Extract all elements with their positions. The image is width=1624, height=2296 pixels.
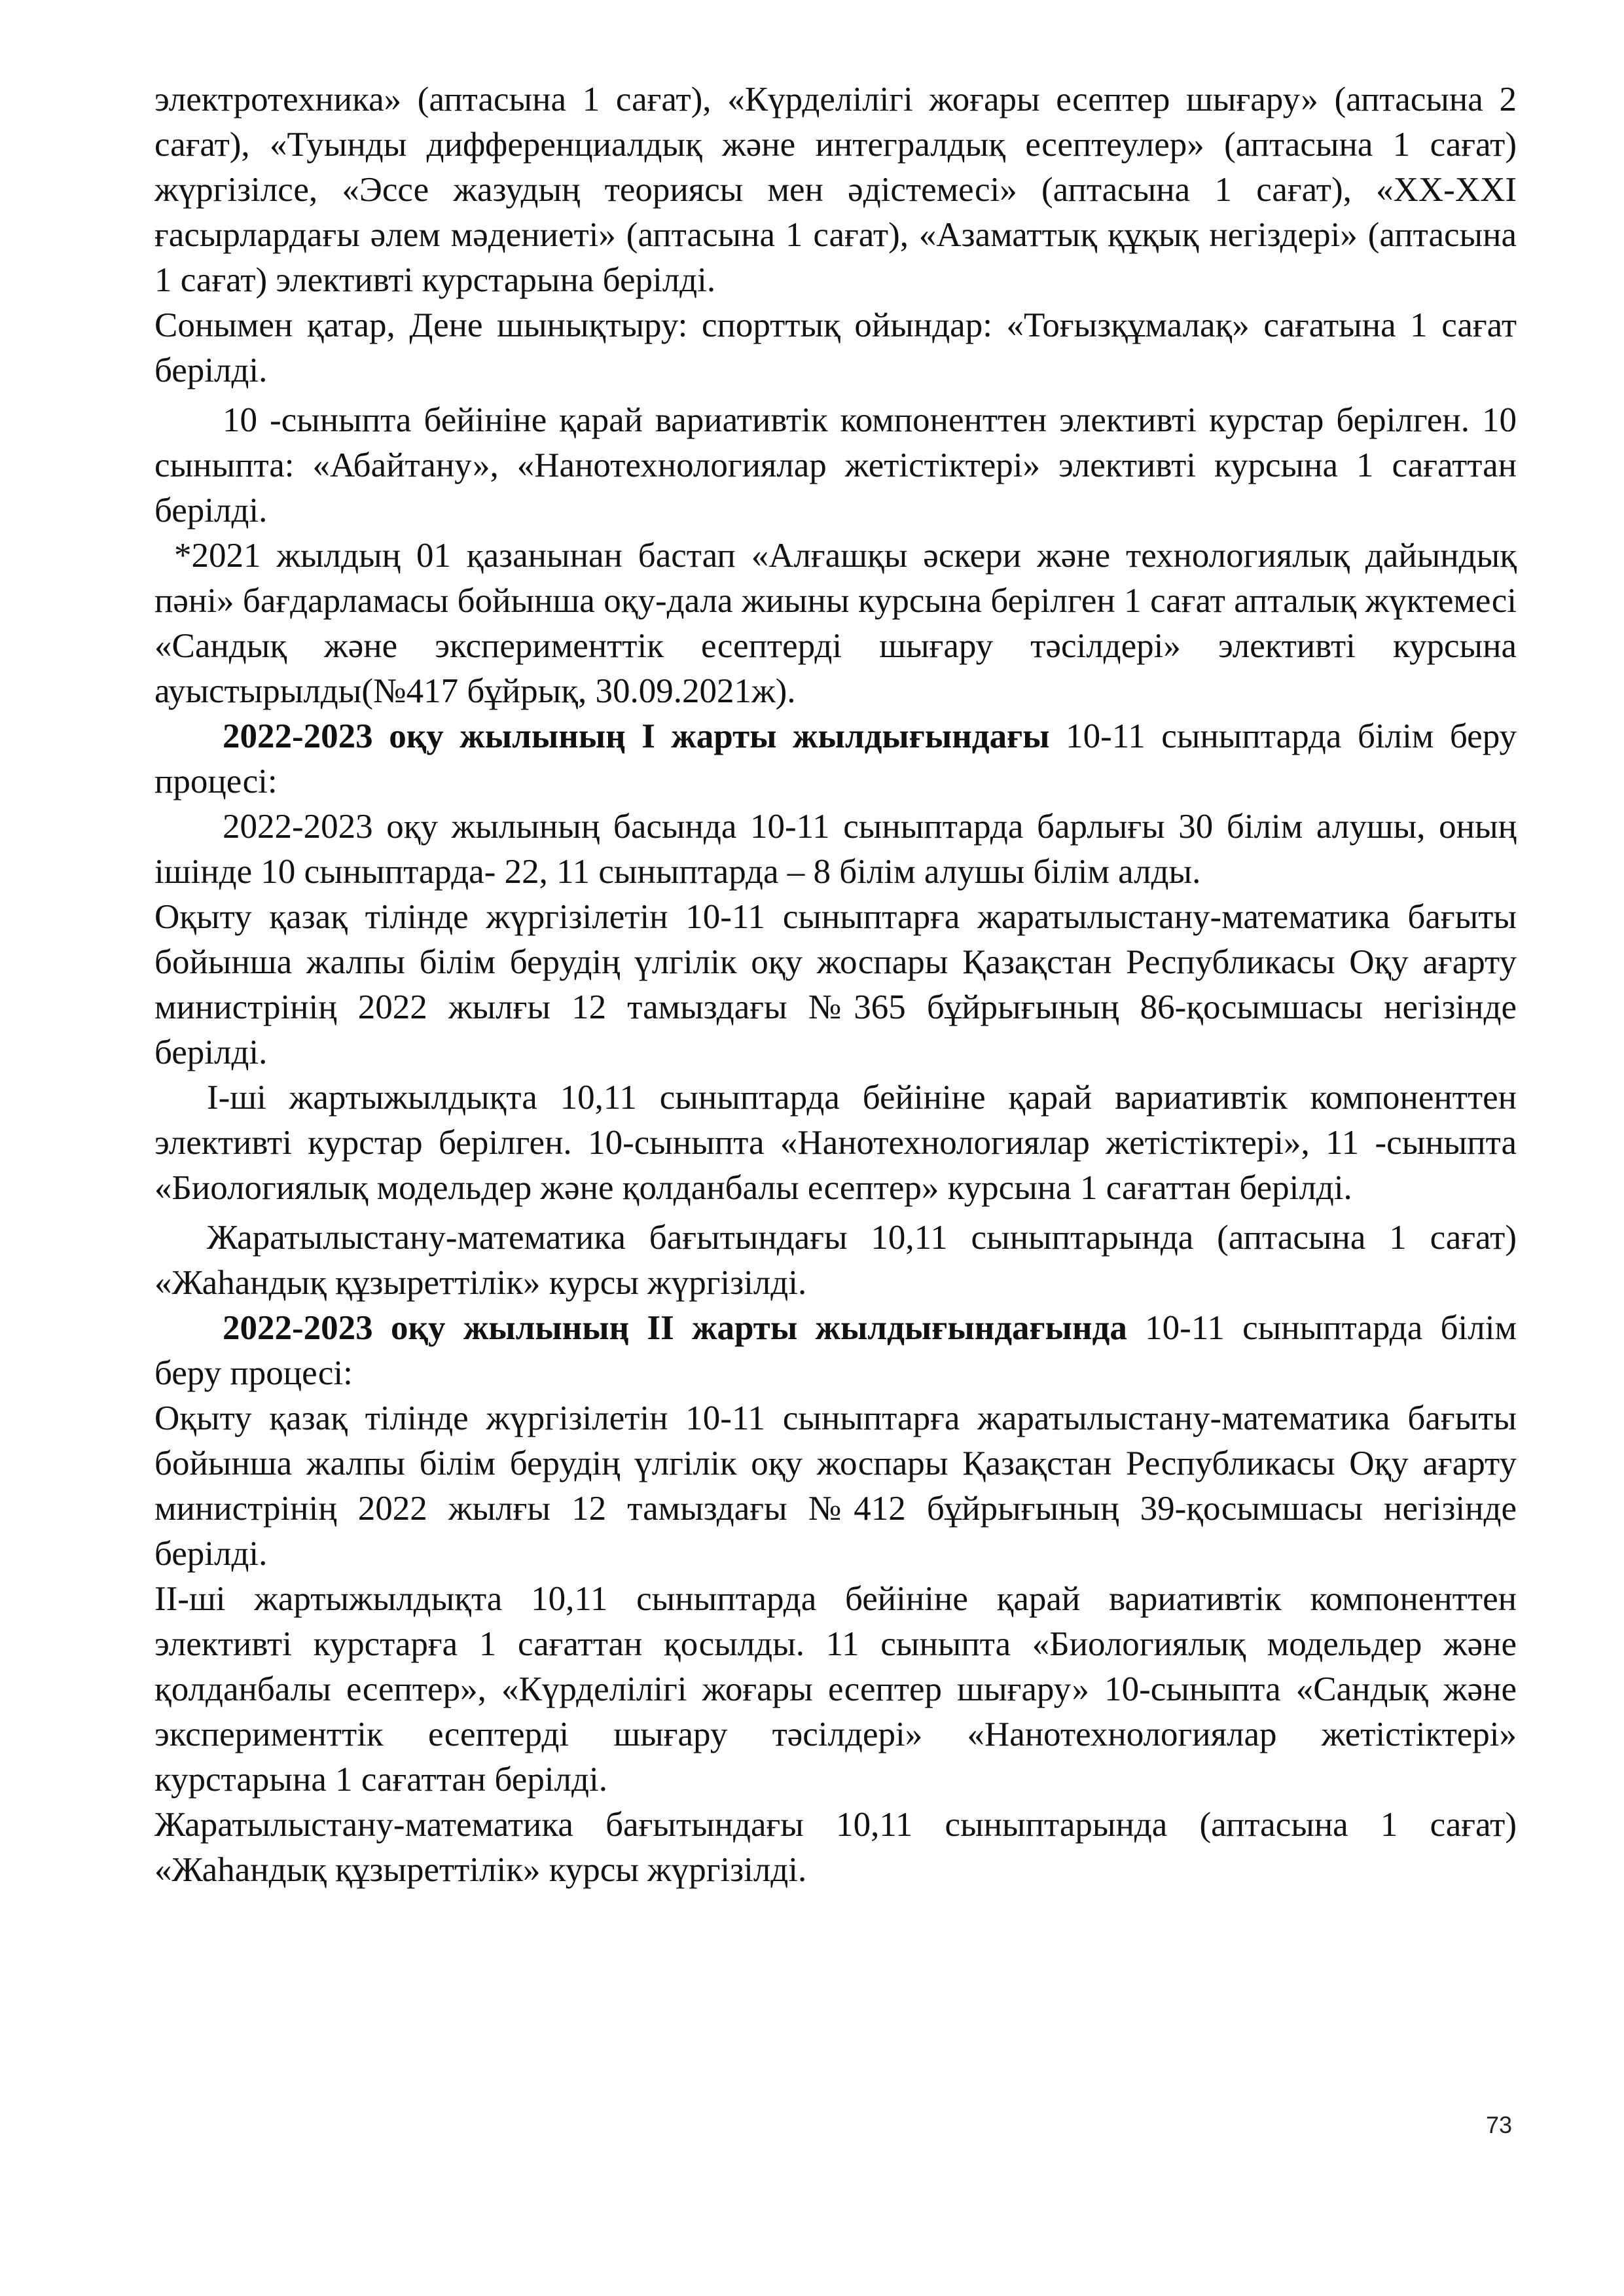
paragraph-military-training-note: *2021 жылдың 01 қазанынан бастап «Алғашқы әскери және технологиялық дайындық пәні» бағдарламасы бойынша оқу-дала жиыны курсына берілген 1 сағат апталық жүктемесі «Сандық және эксперименттік есептерді шығару тәсілдері» элективті курсына ауыстырылды(№417 бұйрық, 30.09.2021ж). [154,537,1517,710]
section-heading-first-half-bold: 2022-2023 оқу жылының І жарты жылдығындағы [223,717,1050,755]
paragraph-second-half-electives: ІІ-ші жартыжылдықта 10,11 сыныптарда бейініне қарай вариативтік компоненттен элективті курстарға 1 сағаттан қосылды. 11 сыныпта «Биологиялық модельдер және қолданбалы есептер», «Күрделілігі жоғары есептер шығару» 10-сыныпта «Сандық және эксперименттік есептерді шығару тәсілдері» «Нанотехнологиялар жетістіктері» курстарына 1 сағаттан берілді. [154,1580,1517,1799]
paragraph-physical-education: Сонымен қатар, Дене шынықтыру: спорттық ойындар: «Тоғызқұмалақ» сағатына 1 сағат берілді. [154,306,1517,389]
paragraph-global-competence-1: Жаратылыстану-математика бағытындағы 10,11 сыныптарында (аптасына 1 сағат) «Жаһандық құзыреттілік» курсы жүргізілді. [154,1219,1517,1302]
section-heading-first-half [154,714,1517,804]
section-heading-first-half-rest: 10-11 сыныптарда білім беру процесі: [154,717,1517,800]
paragraph-curriculum-365: Оқыту қазақ тілінде жүргізілетін 10-11 сыныптарға жаратылыстану-математика бағыты бойынша жалпы білім берудің үлгілік оқу жоспары Қазақстан Республикасы Оқу ағарту министрінің 2022 жылғы 12 тамыздағы №365 бұйрығының 86-қосымшасы негізінде берілді. [154,898,1517,1071]
paragraph-global-competence-2: Жаратылыстану-математика бағытындағы 10,11 сыныптарында (аптасына 1 сағат) «Жаһандық құзыреттілік» курсы жүргізілді. [154,1806,1517,1889]
section-heading-second-half-bold: 2022-2023 оқу жылының ІІ жарты жылдығындағында [223,1309,1127,1347]
paragraph-first-half-electives: І-ші жартыжылдықта 10,11 сыныптарда бейініне қарай вариативтік компоненттен элективті курстар берілген. 10-сыныпта «Нанотехнологиялар жетістіктері», 11 -сыныпта «Биологиялық модельдер және қолданбалы есептер» курсына 1 сағаттан берілді. [154,1079,1517,1207]
paragraph-student-count: 2022-2023 оқу жылының басында 10-11 сыныптарда барлығы 30 білім алушы, оның ішінде 10 сыныптарда- 22, 11 сыныптарда – 8 білім алушы білім алды. [154,808,1517,891]
section-heading-second-half [154,1306,1517,1396]
paragraph-elective-courses: электротехника» (аптасына 1 сағат), «Күрделілігі жоғары есептер шығару» (аптасына 2 сағат), «Туынды дифференциалдық және интегралдық есептеулер» (аптасына 1 сағат) жүргізілсе, «Эссе жазудың теориясы мен әдістемесі» (аптасына 1 сағат), «XX-XXI ғасырлардағы әлем мәдениеті» (аптасына 1 сағат), «Азаматтық құқық негіздері» (аптасына 1 сағат) элективті курстарына берілді. [154,81,1517,299]
section-heading-second-half-rest: 10-11 сыныптарда білім беру процесі: [154,1309,1517,1392]
document-page [154,77,1517,1893]
paragraph-grade-10-electives: 10 -сыныпта бейініне қарай вариативтік компоненттен элективті курстар берілген. 10 сыныпта: «Абайтану», «Нанотехнологиялар жетістіктері» элективті курсына 1 сағаттан берілді. [154,401,1517,529]
paragraph-curriculum-412: Оқыту қазақ тілінде жүргізілетін 10-11 сыныптарға жаратылыстану-математика бағыты бойынша жалпы білім берудің үлгілік оқу жоспары Қазақстан Республикасы Оқу ағарту министрінің 2022 жылғы 12 тамыздағы №412 бұйрығының 39-қосымшасы негізінде берілді. [154,1399,1517,1573]
page-number: 73 [1486,2111,1513,2138]
